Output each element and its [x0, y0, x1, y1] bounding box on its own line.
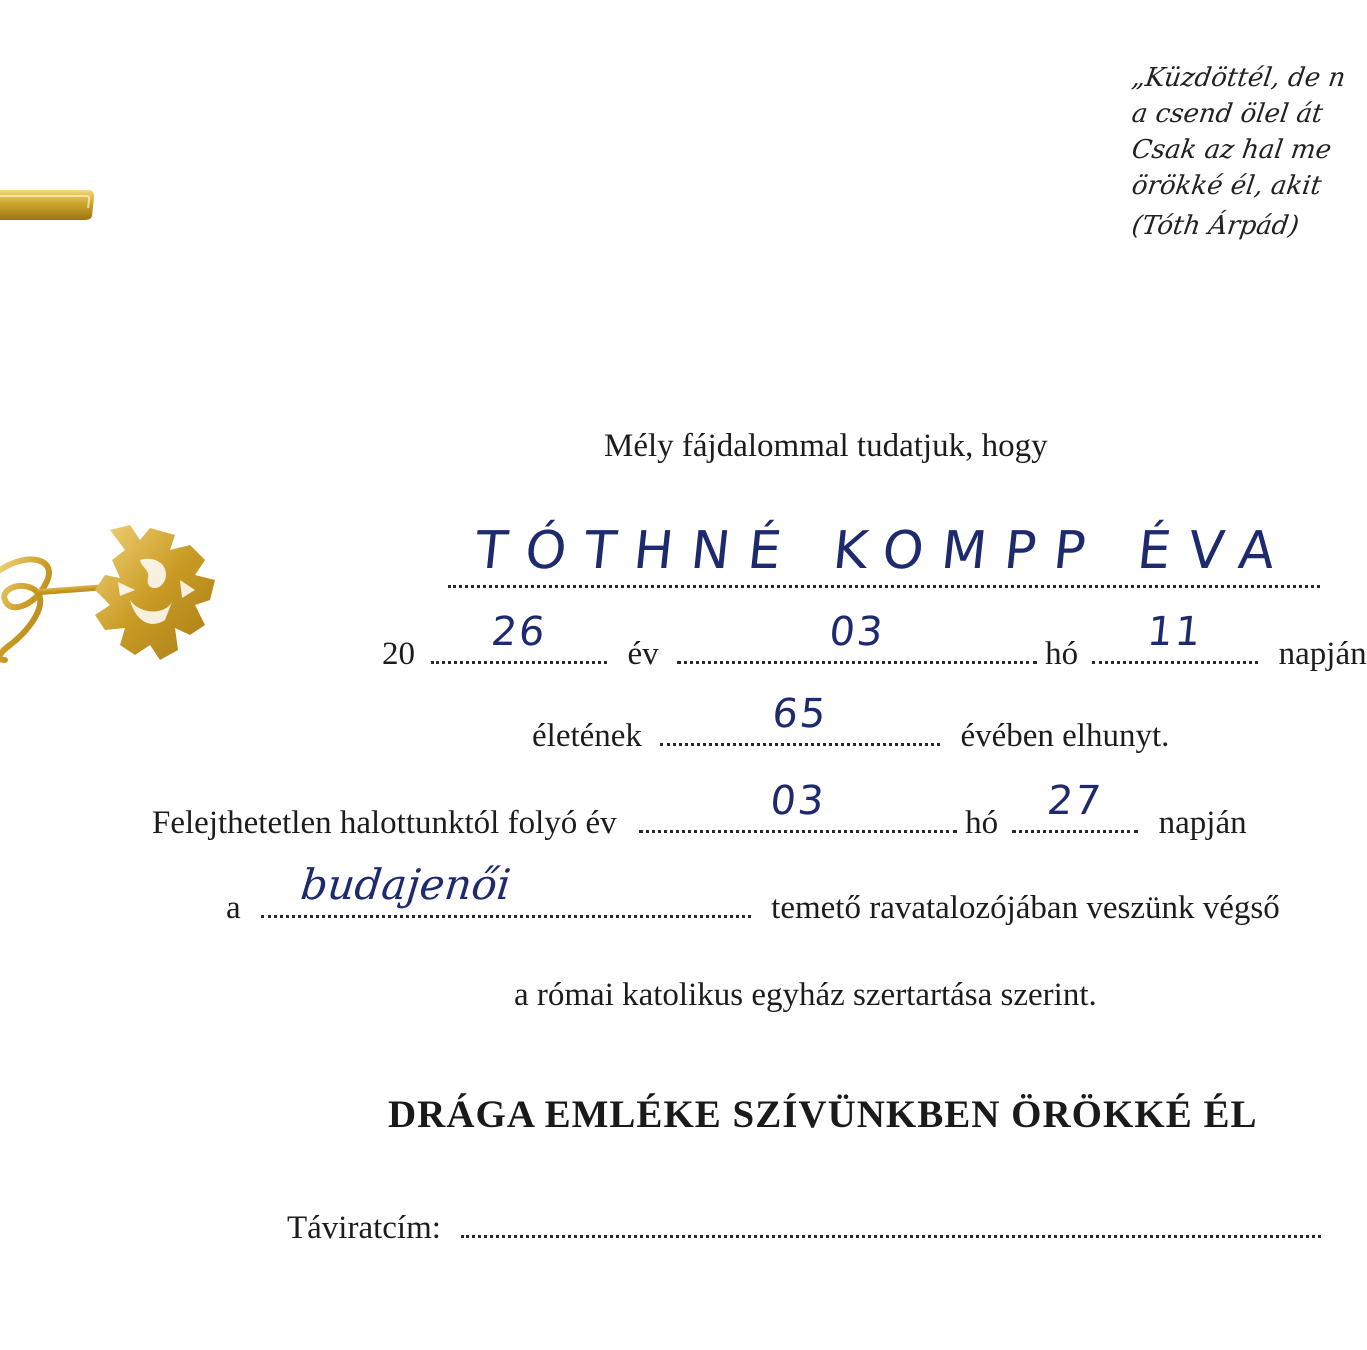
handwritten-quote	[1129, 60, 1350, 244]
year-field[interactable]	[431, 609, 607, 664]
napjan-label: napján	[1278, 636, 1367, 672]
name-line	[448, 521, 1320, 597]
death-month: 03	[827, 609, 887, 655]
quote-line: a csend ölel át	[1129, 99, 1325, 129]
quote-line: örökké él, akit	[1129, 171, 1324, 201]
quote-line: „Küzdöttél, de n	[1129, 63, 1348, 93]
funeral-napjan-label: napján	[1158, 805, 1247, 841]
gold-flower-ornament	[0, 520, 225, 670]
funeral-ho-label: hó	[965, 805, 999, 841]
telegram-field[interactable]	[461, 1215, 1321, 1238]
year-prefix: 20	[382, 636, 415, 672]
funeral-date-line	[152, 778, 1247, 842]
telegram-line	[287, 1210, 1321, 1247]
name-field[interactable]	[448, 521, 1320, 588]
intro-text: Mély fájdalommal tudatjuk, hogy	[604, 428, 1048, 464]
age-field[interactable]	[660, 691, 940, 746]
ho-label: hó	[1045, 636, 1079, 672]
rite-text: a római katolikus egyház szertartása szerint.	[514, 977, 1097, 1013]
funeral-prefix: Felejthetetlen halottunktól folyó év	[152, 805, 617, 841]
funeral-month: 03	[768, 778, 828, 824]
cemetery-prefix: a	[226, 890, 241, 926]
cemetery-field[interactable]	[261, 860, 751, 918]
age-value: 65	[770, 691, 831, 737]
age-line	[532, 691, 1170, 755]
cemetery-value: budajenői	[298, 860, 513, 909]
death-year: 26	[489, 609, 550, 655]
month-field[interactable]	[677, 609, 1037, 664]
cemetery-line	[226, 860, 1280, 927]
quote-line: Csak az hal me	[1129, 135, 1334, 165]
cemetery-suffix: temető ravatalozójában veszünk végső	[771, 890, 1280, 926]
funeral-day: 27	[1045, 778, 1106, 824]
ev-label: év	[627, 636, 659, 672]
day-field[interactable]	[1092, 609, 1258, 664]
quote-author: (Tóth Árpád)	[1129, 211, 1301, 241]
telegram-label: Táviratcím:	[287, 1210, 441, 1246]
closing-heading: DRÁGA EMLÉKE SZÍVÜNKBEN ÖRÖKKÉ ÉL	[388, 1093, 1258, 1136]
gold-ornament-bar	[0, 186, 95, 222]
death-day: 11	[1145, 609, 1206, 655]
funeral-month-field[interactable]	[639, 778, 957, 833]
age-prefix: életének	[532, 718, 642, 754]
deceased-name: TÓTHNÉ KOMPP ÉVA	[472, 521, 1296, 581]
age-suffix: évében elhunyt.	[960, 718, 1170, 754]
death-date-line	[382, 609, 1367, 673]
funeral-day-field[interactable]	[1012, 778, 1138, 833]
